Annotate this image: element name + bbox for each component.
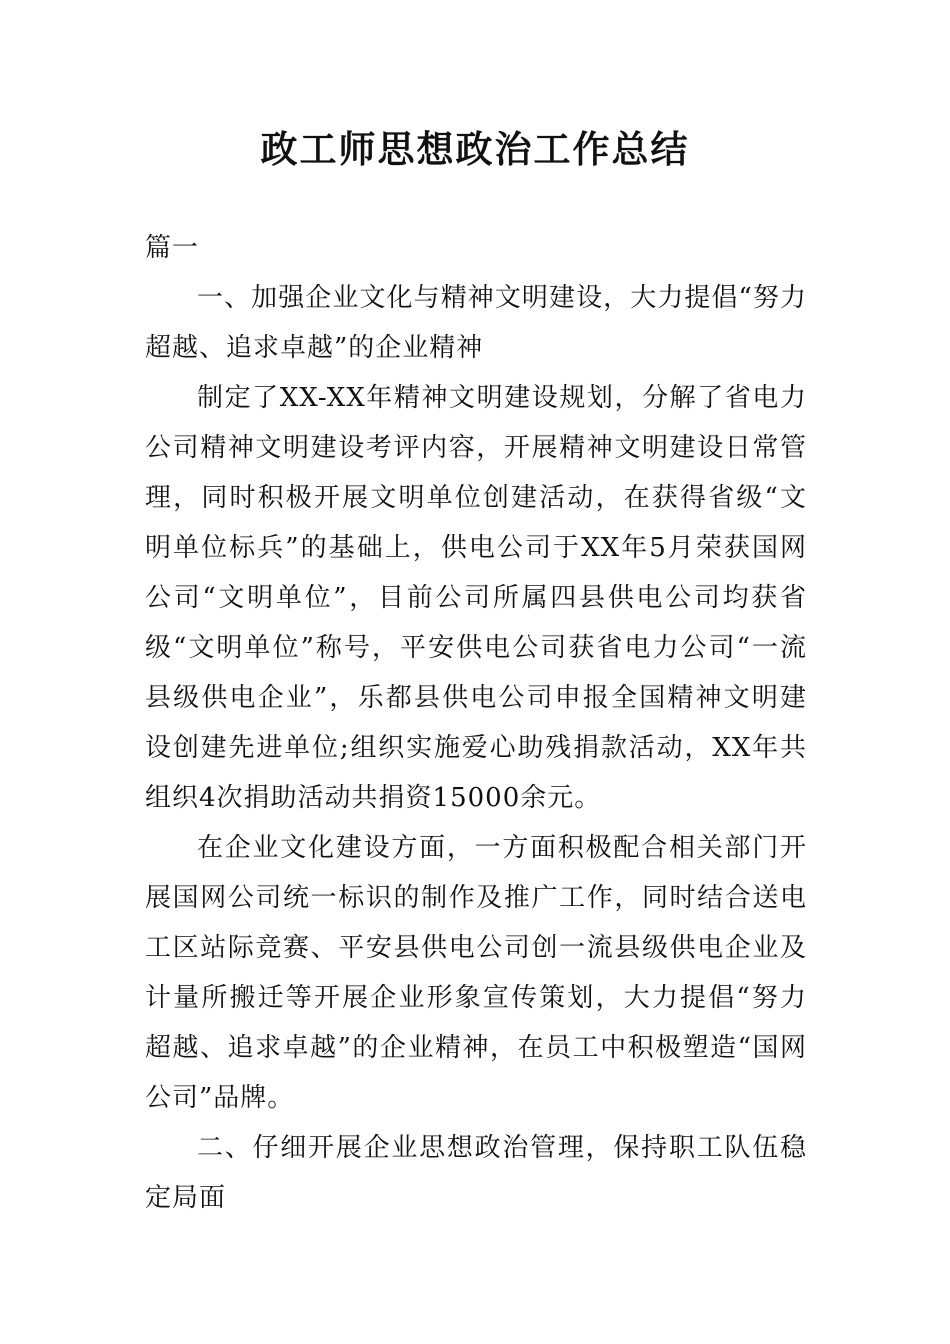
- section-heading-2: 二、仔细开展企业思想政治管理，保持职工队伍稳定局面: [145, 1133, 807, 1213]
- section-label: 篇一: [145, 233, 200, 263]
- paragraph-corporate-culture: 在企业文化建设方面，一方面积极配合相关部门开展国网公司统一标识的制作及推广工作，同时结合送电工区站际竞赛、平安县供电公司创一流县级供电企业及计量所搬迁等开展企业形象宣传策划，大力提倡“努力超越、追求卓越”的企业精神，在员工中积极塑造“国网公司”品牌。: [145, 833, 807, 1113]
- document-body: [145, 223, 807, 1223]
- section-heading-1: 一、加强企业文化与精神文明建设，大力提倡“努力超越、追求卓越”的企业精神: [145, 283, 807, 363]
- document-title: 政工师思想政治工作总结: [260, 128, 690, 171]
- paragraph-spiritual-civilization: 制定了XX-XX年精神文明建设规划，分解了省电力公司精神文明建设考评内容，开展精神文明建设日常管理，同时积极开展文明单位创建活动，在获得省级“文明单位标兵”的基础上，供电公司于XX年5月荣获国网公司“文明单位”，目前公司所属四县供电公司均获省级“文明单位”称号，平安供电公司获省电力公司“一流县级供电企业”，乐都县供电公司申报全国精神文明建设创建先进单位;组织实施爱心助残捐款活动，XX年共组织4次捐助活动共捐资15000余元。: [145, 383, 807, 813]
